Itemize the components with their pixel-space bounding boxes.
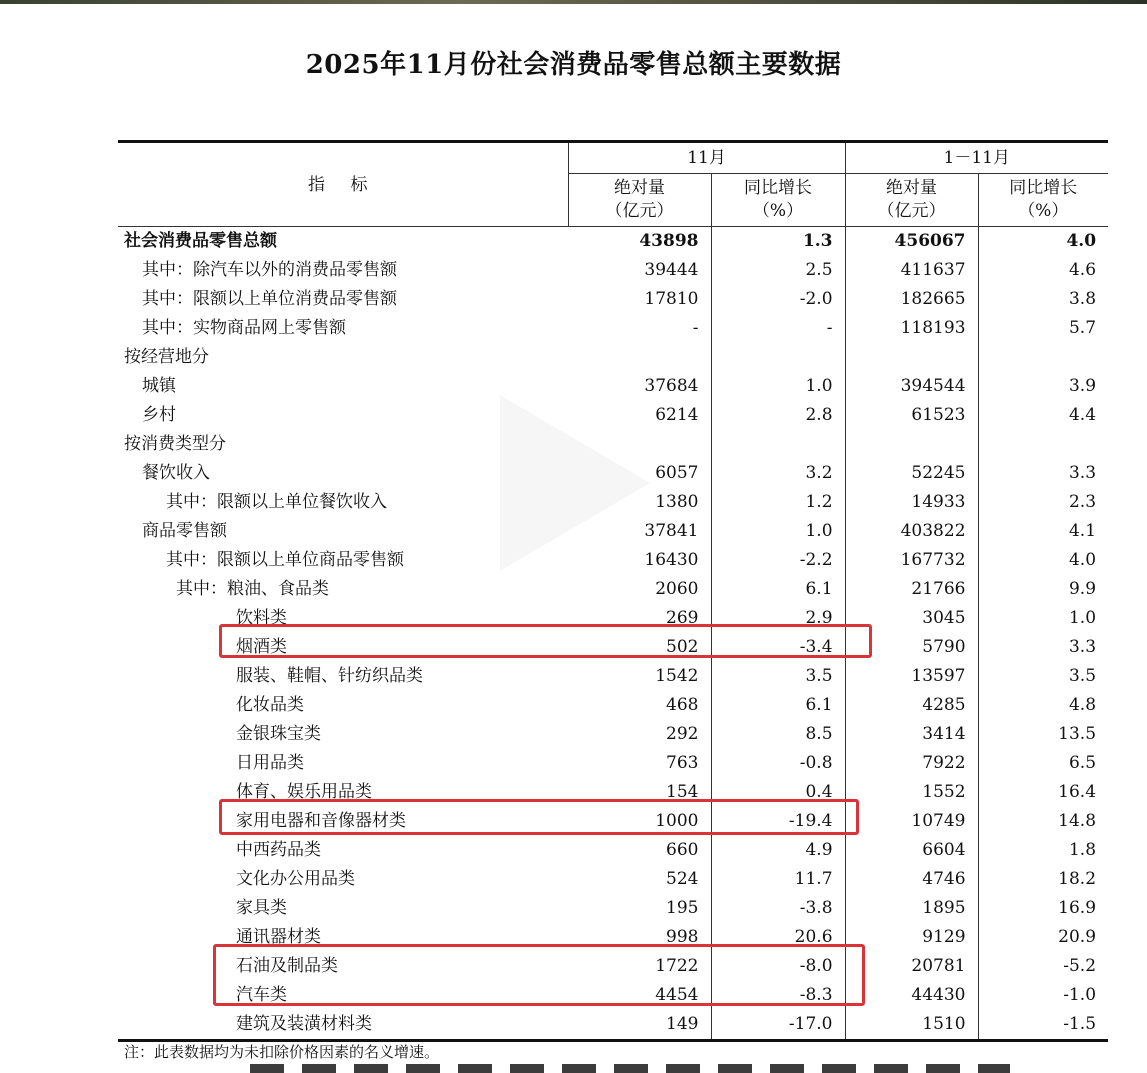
month-yoy-cell: -0.8 [711,749,845,778]
table-row [118,546,1108,575]
row-label: 饮料类 [236,608,287,628]
table-row [118,836,1108,865]
highlight-box-appliances [219,799,859,835]
row-label: 其中：除汽车以外的消费品零售额 [142,260,397,280]
ytd-yoy-cell: 14.8 [978,807,1108,836]
ytd-abs-cell: 182665 [845,285,978,314]
month-yoy-cell: 8.5 [711,720,845,749]
month-yoy-cell: 1.0 [711,372,845,401]
ytd-yoy-cell: 13.5 [978,720,1108,749]
month-abs-cell [568,343,711,372]
ytd-abs-cell: 118193 [845,314,978,343]
ytd-yoy-cell: 16.4 [978,778,1108,807]
row-label: 商品零售额 [142,521,227,541]
month-yoy-cell [711,343,845,372]
header-month-yoy: 同比增长 （%） [711,174,845,227]
ytd-abs-cell: 394544 [845,372,978,401]
month-yoy-cell: 20.6 [711,923,845,952]
table-row [118,314,1108,343]
ytd-yoy-cell: 4.4 [978,401,1108,430]
month-abs-cell: 2060 [655,579,699,599]
table-row [118,865,1108,894]
ytd-abs-cell: 403822 [845,517,978,546]
table-row [118,372,1108,401]
month-abs-cell: 998 [666,927,699,947]
row-label: 家用电器和音像器材类 [236,811,406,831]
table-row [118,662,1108,691]
month-abs-cell [568,430,711,459]
table-row [118,285,1108,314]
ytd-abs-cell: 1552 [845,778,978,807]
month-abs-cell: 468 [666,695,699,715]
month-yoy-cell: 2.9 [711,604,845,633]
row-label: 餐饮收入 [142,463,210,483]
table-note: 注：此表数据均为未扣除价格因素的名义增速。 [124,1043,440,1061]
row-label: 其中：实物商品网上零售额 [142,318,346,338]
row-label: 烟酒类 [236,637,287,657]
month-abs-cell: - [692,318,699,338]
ytd-abs-cell: 7922 [845,749,978,778]
ytd-yoy-cell: 6.5 [978,749,1108,778]
ytd-yoy-cell: 4.0 [978,546,1108,575]
month-yoy-cell: 1.2 [711,488,845,517]
month-abs-cell: 16430 [644,550,699,570]
header-row-groups [118,142,1108,174]
month-yoy-cell: 4.9 [711,836,845,865]
month-abs-cell: 39444 [644,260,699,280]
row-label: 文化办公用品类 [236,869,355,889]
ytd-yoy-cell: 4.8 [978,691,1108,720]
month-yoy-cell: 3.2 [711,459,845,488]
month-abs-cell: 1722 [655,956,699,976]
month-yoy-cell: 3.5 [711,662,845,691]
table-row [118,488,1108,517]
row-label: 按经营地分 [124,347,209,367]
ytd-abs-cell: 52245 [845,459,978,488]
month-abs-cell: 149 [568,1010,711,1041]
month-yoy-cell: -8.0 [711,952,845,981]
ytd-abs-cell: 9129 [845,923,978,952]
month-yoy-cell: -3.8 [711,894,845,923]
month-abs-cell: 1542 [655,666,699,686]
month-yoy-cell: -2.0 [711,285,845,314]
table-row [118,430,1108,459]
month-yoy-cell: 6.1 [711,691,845,720]
bottom-edge-strip [250,1064,1010,1073]
ytd-abs-cell: 10749 [845,807,978,836]
month-yoy-cell: 2.8 [711,401,845,430]
row-label: 通讯器材类 [236,927,321,947]
ytd-yoy-cell: 4.1 [978,517,1108,546]
month-yoy-cell: - [711,314,845,343]
month-abs-cell: 154 [666,782,699,802]
ytd-abs-cell: 1895 [845,894,978,923]
month-abs-cell: 37684 [644,376,699,396]
table-row [118,1010,1108,1041]
ytd-yoy-cell: 2.3 [978,488,1108,517]
retail-sales-table [118,140,1108,1042]
month-abs-cell: 6214 [655,405,699,425]
month-yoy-cell: 0.4 [711,778,845,807]
ytd-abs-cell: 21766 [845,575,978,604]
table-row [118,459,1108,488]
ytd-yoy-cell: 1.0 [978,604,1108,633]
row-label: 汽车类 [236,985,287,1005]
header-month: 11月 [568,142,845,174]
ytd-yoy-cell: 20.9 [978,923,1108,952]
month-yoy-cell: 1.3 [711,227,845,257]
ytd-abs-cell: 4285 [845,691,978,720]
highlight-box-petroleum-autos [213,944,865,1006]
ytd-abs-cell: 3045 [845,604,978,633]
table-row [118,401,1108,430]
header-ytd: 1－11月 [845,142,1108,174]
ytd-yoy-cell: 18.2 [978,865,1108,894]
ytd-yoy-cell: 1.8 [978,836,1108,865]
month-abs-cell: 763 [666,753,699,773]
ytd-yoy-cell: 3.9 [978,372,1108,401]
ytd-abs-cell: 20781 [845,952,978,981]
month-abs-cell: 1380 [655,492,699,512]
table-row [118,256,1108,285]
indicator-header: 指 标 [118,142,568,227]
row-label: 中西药品类 [236,840,321,860]
month-yoy-cell: -17.0 [711,1010,845,1041]
month-yoy-cell: 2.5 [711,256,845,285]
month-abs-cell: 6057 [655,463,699,483]
ytd-yoy-cell: -1.0 [978,981,1108,1010]
row-label: 化妆品类 [236,695,304,715]
row-label: 其中：粮油、食品类 [176,579,329,599]
ytd-abs-cell [845,430,978,459]
row-label: 城镇 [142,376,176,396]
ytd-abs-cell: 14933 [845,488,978,517]
ytd-abs-cell: 3414 [845,720,978,749]
month-abs-cell: 43898 [639,231,699,251]
data-table-container [118,140,1108,1042]
ytd-yoy-cell: 5.7 [978,314,1108,343]
month-yoy-cell: -3.4 [711,633,845,662]
row-label: 体育、娱乐用品类 [236,782,372,802]
ytd-yoy-cell: 3.5 [978,662,1108,691]
month-abs-cell: 269 [666,608,699,628]
month-abs-cell: 4454 [655,985,699,1005]
table-row [118,343,1108,372]
row-label: 其中：限额以上单位餐饮收入 [166,492,387,512]
ytd-abs-cell: 61523 [845,401,978,430]
header-month-abs: 绝对量 （亿元） [568,174,711,227]
ytd-yoy-cell: -1.5 [978,1010,1108,1041]
table-row [118,517,1108,546]
row-label: 社会消费品零售总额 [124,231,277,251]
ytd-yoy-cell: 3.3 [978,459,1108,488]
row-label: 建筑及装潢材料类 [118,1010,568,1041]
row-label: 石油及制品类 [236,956,338,976]
row-label: 服装、鞋帽、针纺织品类 [236,666,423,686]
row-label: 按消费类型分 [124,434,226,454]
month-yoy-cell: -8.3 [711,981,845,1010]
header-ytd-yoy: 同比增长 （%） [978,174,1108,227]
month-yoy-cell: 6.1 [711,575,845,604]
header-ytd-abs: 绝对量 （亿元） [845,174,978,227]
ytd-abs-cell: 13597 [845,662,978,691]
ytd-yoy-cell: 4.0 [978,227,1108,257]
table-row [118,894,1108,923]
ytd-yoy-cell [978,430,1108,459]
ytd-yoy-cell: 16.9 [978,894,1108,923]
table-row [118,720,1108,749]
ytd-abs-cell: 167732 [845,546,978,575]
month-abs-cell: 502 [666,637,699,657]
table-row [118,691,1108,720]
highlight-box-tobacco-alcohol [219,624,872,658]
ytd-yoy-cell: 3.3 [978,633,1108,662]
page-title: 2025年11月份社会消费品零售总额主要数据 [305,50,842,80]
month-yoy-cell: 1.0 [711,517,845,546]
month-yoy-cell: 11.7 [711,865,845,894]
ytd-yoy-cell [978,343,1108,372]
ytd-yoy-cell: 4.6 [978,256,1108,285]
row-label: 其中：限额以上单位消费品零售额 [142,289,397,309]
row-label: 其中：限额以上单位商品零售额 [166,550,404,570]
table-row [118,749,1108,778]
month-yoy-cell: -19.4 [711,807,845,836]
month-abs-cell: 37841 [644,521,699,541]
ytd-abs-cell: 411637 [845,256,978,285]
month-abs-cell: 1000 [655,811,699,831]
month-abs-cell: 524 [666,869,699,889]
ytd-abs-cell: 4746 [845,865,978,894]
ytd-abs-cell: 5790 [845,633,978,662]
ytd-abs-cell: 456067 [845,227,978,257]
ytd-yoy-cell: -5.2 [978,952,1108,981]
table-row [118,575,1108,604]
month-abs-cell: 660 [666,840,699,860]
month-abs-cell: 292 [666,724,699,744]
table-row [118,227,1108,257]
row-label: 金银珠宝类 [236,724,321,744]
ytd-abs-cell: 44430 [845,981,978,1010]
ytd-yoy-cell: 9.9 [978,575,1108,604]
month-yoy-cell [711,430,845,459]
ytd-abs-cell: 6604 [845,836,978,865]
ytd-abs-cell: 1510 [845,1010,978,1041]
row-label: 家具类 [236,898,287,918]
month-abs-cell: 17810 [644,289,699,309]
top-edge-strip [0,0,1147,4]
row-label: 乡村 [142,405,176,425]
month-yoy-cell: -2.2 [711,546,845,575]
row-label: 日用品类 [236,753,304,773]
ytd-abs-cell [845,343,978,372]
ytd-yoy-cell: 3.8 [978,285,1108,314]
month-abs-cell: 195 [666,898,699,918]
